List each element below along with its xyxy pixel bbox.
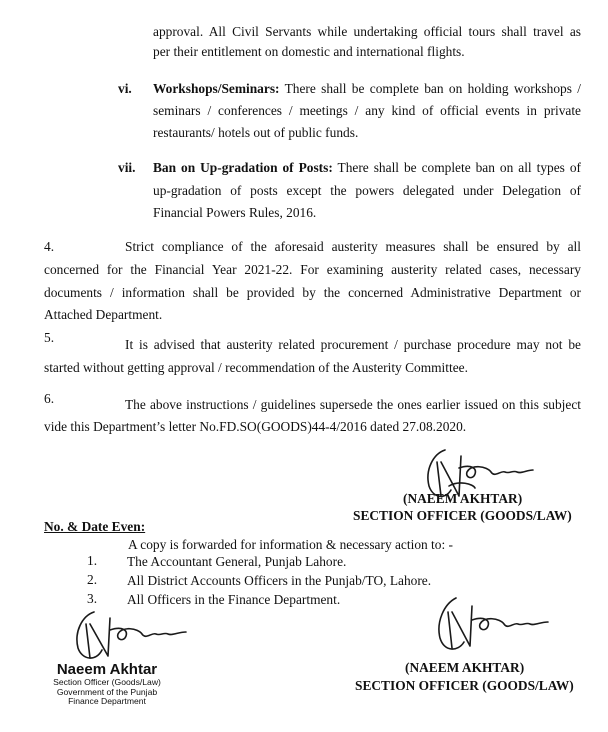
stamp-signature-image bbox=[68, 600, 198, 670]
stamp-line-1: Section Officer (Goods/Law) bbox=[53, 677, 161, 687]
recipient-3-text: All Officers in the Finance Department. bbox=[127, 592, 341, 607]
para-4-line-1: Strict compliance of the aforesaid austerity measures shall be ensured by all bbox=[125, 239, 581, 254]
item-vi-line-1-rest: There shall be complete ban on holding workshops / bbox=[279, 81, 581, 96]
para-4-line-4: Attached Department. bbox=[44, 307, 163, 322]
item-vii-number: vii. bbox=[118, 160, 136, 175]
signature-1-name: (NAEEM AKHTAR) bbox=[403, 491, 523, 506]
para-6-line-1: The above instructions / guidelines supersede the ones earlier issued on this subject bbox=[125, 397, 581, 412]
para-4-line-2: concerned for the Financial Year 2021-22. For examining austerity related cases, necessary bbox=[44, 262, 581, 277]
item-vi-line-2: seminars / conferences / meetings / any kind of official events in private bbox=[153, 103, 581, 118]
recipient-1-number: 1. bbox=[87, 553, 98, 568]
item-vii-line-1 bbox=[153, 160, 581, 176]
item-vi-number: vi. bbox=[118, 81, 132, 96]
item-vii-heading: Ban on Up-gradation of Posts: bbox=[153, 160, 333, 175]
item-vi-heading: Workshops/Seminars: bbox=[153, 81, 280, 96]
para-5-line-2: started without getting approval / recommendation of the Austerity Committee. bbox=[44, 360, 468, 375]
recipient-2-text: All District Accounts Officers in the Punjab/TO, Lahore. bbox=[127, 573, 432, 588]
para-6-line-2: vide this Department’s letter No.FD.SO(GOODS)44-4/2016 dated 27.08.2020. bbox=[44, 419, 467, 434]
para-5-number: 5. bbox=[44, 330, 55, 345]
recipient-2-number: 2. bbox=[87, 572, 98, 587]
para-6-number: 6. bbox=[44, 391, 55, 406]
para-4-line-3: documents / information shall be provided by the concerned Administrative Department or bbox=[44, 285, 581, 300]
para-5-line-1: It is advised that austerity related procurement / purchase procedure may not be bbox=[125, 337, 581, 352]
signature-1-designation: SECTION OFFICER (GOODS/LAW) bbox=[353, 508, 572, 523]
item-vii-line-3: Financial Powers Rules, 2016. bbox=[153, 205, 317, 220]
item-v-line-1: approval. All Civil Servants while undertaking official tours shall travel as bbox=[153, 24, 581, 39]
stamp-line-2: Government of the Punjab bbox=[56, 686, 158, 697]
signature-2-designation: SECTION OFFICER (GOODS/LAW) bbox=[355, 678, 574, 693]
recipient-1-text: The Accountant General, Punjab Lahore. bbox=[127, 554, 347, 569]
para-4-number: 4. bbox=[44, 239, 55, 254]
signature-2-image bbox=[428, 590, 558, 662]
endorsement-heading: No. & Date Even: bbox=[44, 519, 146, 534]
stamp-line-3: Finance Department bbox=[68, 696, 146, 706]
stamp-name: Naeem Akhtar bbox=[56, 661, 158, 678]
item-vi-line-1 bbox=[153, 81, 581, 97]
signature-2-name: (NAEEM AKHTAR) bbox=[405, 660, 525, 675]
item-vii-line-1-rest: There shall be complete ban on all types of bbox=[332, 160, 581, 175]
item-vii-line-2: up-gradation of posts except the powers delegated under Delegation of bbox=[153, 183, 581, 198]
official-stamp bbox=[40, 662, 174, 707]
recipient-3-number: 3. bbox=[87, 591, 98, 606]
item-vi-line-3: restaurants/ hotels out of public funds. bbox=[153, 125, 359, 140]
endorsement-intro: A copy is forwarded for information & necessary action to: - bbox=[128, 537, 453, 552]
item-v-line-2: per their entitlement on domestic and international flights. bbox=[153, 44, 465, 59]
